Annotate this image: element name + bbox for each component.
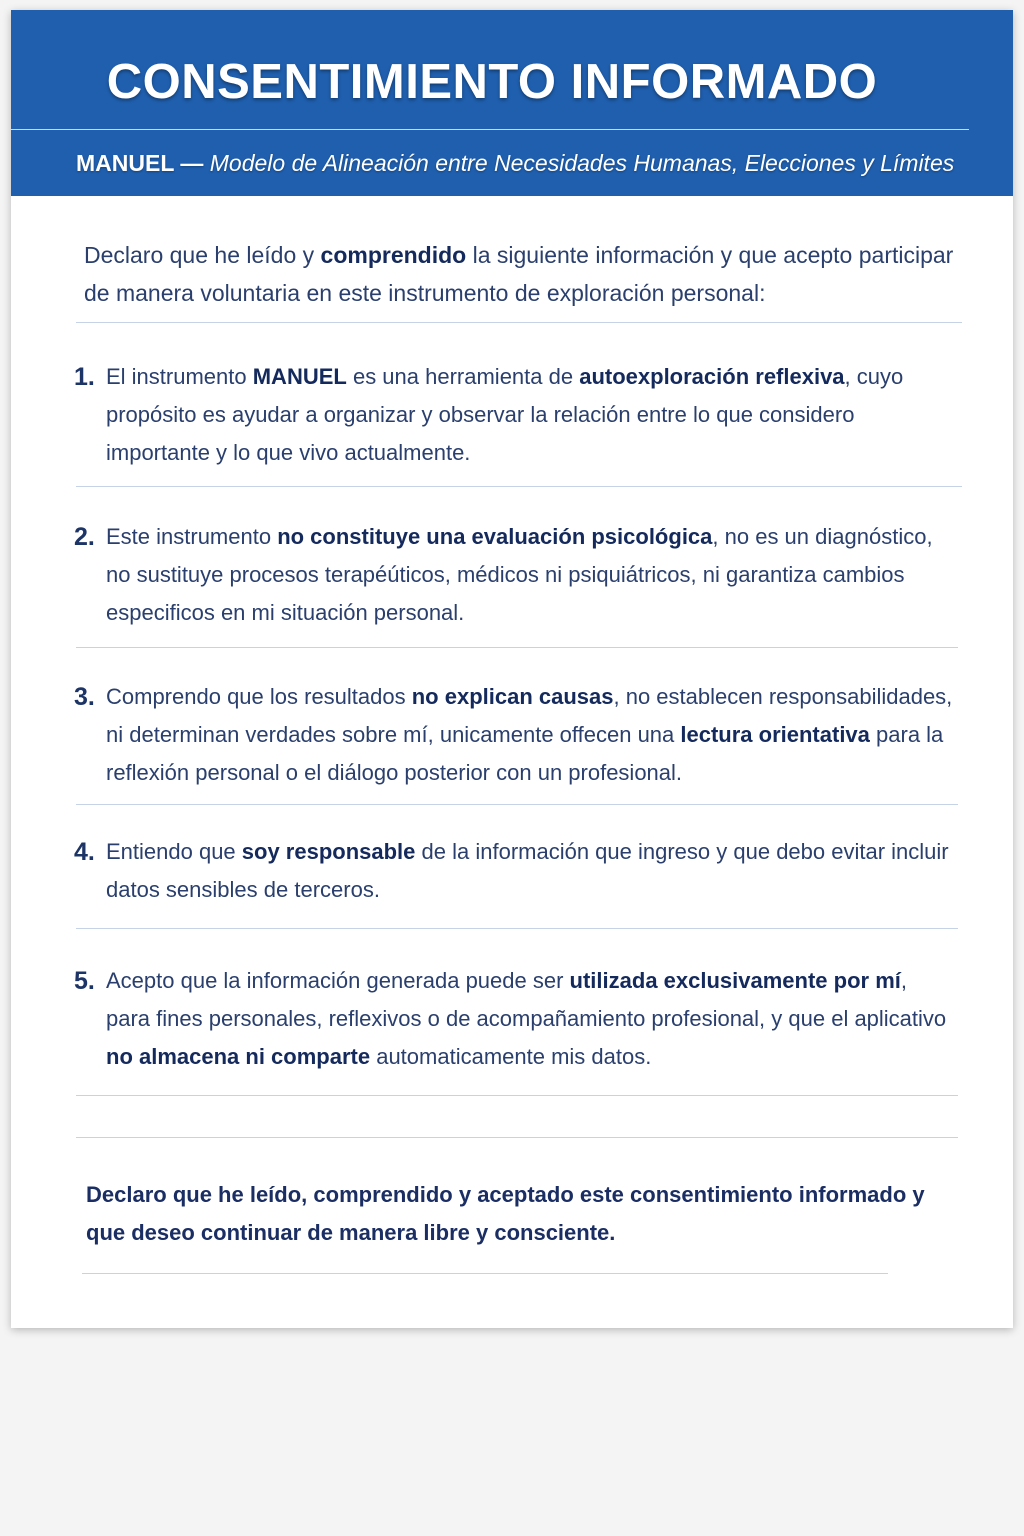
model-name: Modelo de Alineación entre Necesidades Humanas, Elecciones y Límites — [209, 150, 955, 176]
item-number: 3. — [74, 683, 95, 711]
divider — [76, 1137, 958, 1138]
document-title: CONSENTIMIENTO INFORMADO — [106, 55, 878, 109]
item-number: 1. — [74, 363, 95, 391]
header-divider — [11, 129, 969, 130]
item-bold: soy responsable — [241, 839, 416, 864]
item-bold: MANUEL — [252, 364, 347, 389]
divider — [76, 928, 958, 929]
consent-document — [11, 10, 1013, 1328]
intro-text-rest: la siguiente información y que acepto participar de manera voluntaria en este instrumento de exploración personal: — [84, 242, 954, 306]
consent-item-1 — [74, 358, 954, 472]
signature-line — [82, 1273, 888, 1274]
divider — [76, 322, 962, 323]
item-text — [106, 518, 954, 632]
item-text-part: automaticamente mis datos. — [370, 1044, 652, 1069]
divider — [76, 486, 962, 487]
item-bold: lectura orientativa — [680, 722, 870, 747]
item-text-part: , para fines personales, reflexivos o de acompañamiento profesional, y que el aplicativo — [106, 968, 947, 1031]
item-bold: no constituye una evaluación psicológica — [277, 524, 713, 549]
item-text-part: Entiendo que — [106, 839, 242, 864]
document-subtitle — [76, 150, 954, 177]
item-number: 2. — [74, 523, 95, 551]
item-bold: utilizada exclusivamente por mí — [569, 968, 901, 993]
final-declaration: Declaro que he leído, comprendido y aceptado este consentimiento informado y que deseo continuar de manera libre y consciente. — [86, 1182, 925, 1245]
item-text-part: Comprendo que los resultados — [106, 684, 412, 709]
intro-text: Declaro que he leído y — [84, 242, 321, 268]
item-text-part: para la reflexión personal o el diálogo posterior con un profesional. — [106, 722, 944, 785]
item-text — [106, 962, 954, 1076]
consent-item-5 — [74, 962, 954, 1076]
divider — [76, 804, 958, 805]
item-number: 4. — [74, 838, 95, 866]
consent-item-2 — [74, 518, 954, 632]
item-text-part: Este instrumento — [106, 524, 278, 549]
item-text-part: es una herramienta de — [346, 364, 580, 389]
divider — [76, 1095, 958, 1096]
item-text-part: de la información que ingreso y que debo evitar incluir datos sensibles de terceros. — [106, 839, 949, 902]
item-text — [106, 358, 954, 472]
item-bold: autoexploración reflexiva — [579, 364, 845, 389]
item-number: 5. — [74, 967, 95, 995]
subtitle-dash: — — [173, 150, 210, 176]
brand-name: MANUEL — [76, 150, 174, 176]
intro-paragraph — [84, 236, 964, 312]
item-text-part: , no establecen responsabilidades, ni determinan verdades sobre mí, unicamente offecen una — [106, 684, 953, 747]
item-text-part: , cuyo propósito es ayudar a organizar y observar la relación entre lo que considero importante y lo que vivo actualmente. — [106, 364, 904, 465]
item-text-part: , no es un diagnóstico, no sustituye procesos terapéúticos, médicos ni psiquiátricos, ni garantiza cambios especificos en mi situación personal. — [106, 524, 933, 625]
item-text-part: Acepto que la información generada puede ser — [106, 968, 570, 993]
item-text — [106, 678, 954, 792]
intro-bold: comprendido — [320, 242, 467, 268]
item-bold: no almacena ni comparte — [106, 1044, 371, 1069]
consent-item-4 — [74, 833, 954, 909]
item-text-part: El instrumento — [106, 364, 253, 389]
divider — [76, 647, 958, 648]
consent-item-3 — [74, 678, 954, 792]
item-text — [106, 833, 954, 909]
header-banner — [11, 10, 1013, 196]
item-bold: no explican causas — [411, 684, 614, 709]
